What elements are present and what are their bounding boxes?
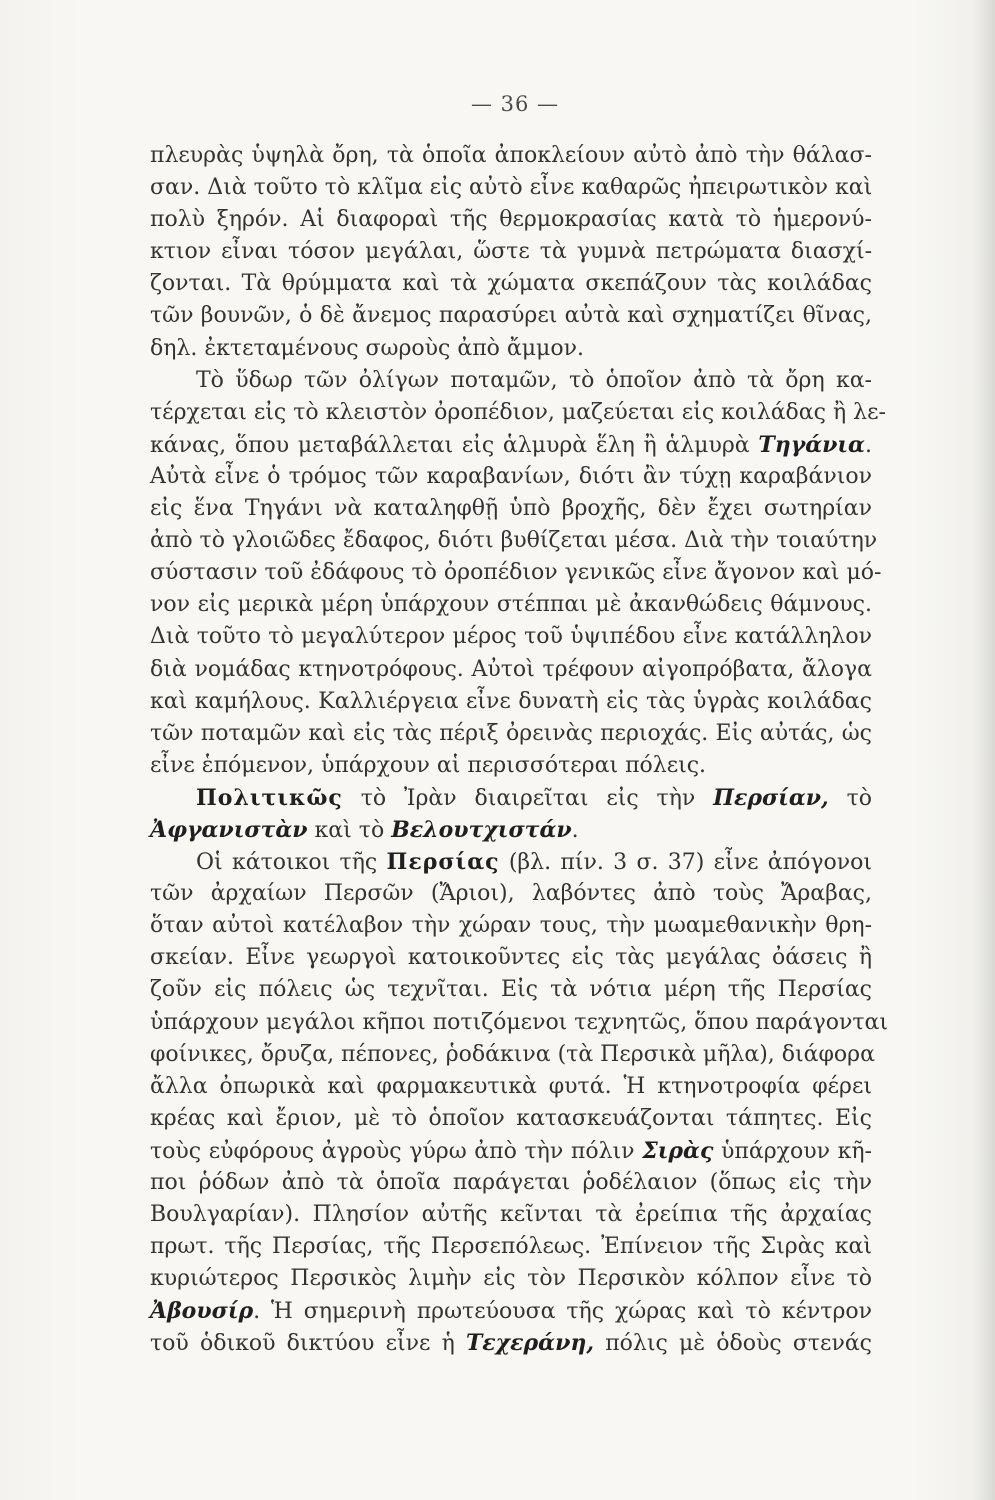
text-line: τέρχεται εἰς τὸ κλειστὸν ὀροπέδιον, μαζεύεται εἰς κοιλάδας ἢ λε- [150, 399, 886, 425]
text-line: νον εἰς μερικὰ μέρη ὑπάρχουν στέππαι μὲ ἀκανθώδεις θάμνους. [150, 592, 872, 618]
text-line: Διὰ τοῦτο τὸ μεγαλύτερον μέρος τοῦ ὑψιπέδου εἶνε κατάλληλον [150, 624, 872, 650]
paragraph-4 [150, 846, 889, 1360]
text-line: κυριώτερος Περσικὸς λιμὴν εἰς τὸν Περσικὸν κόλπον εἶνε τὸ [150, 1266, 872, 1292]
paragraph-2 [150, 365, 886, 782]
page-number: — 36 — [470, 92, 560, 116]
text-line: Πολιτικῶς τὸ Ἰρὰν διαιρεῖται εἰς τὴν Περσίαν, τὸ [196, 784, 872, 811]
text-line: φοίνικες, ὄρυζα, πέπονες, ῥοδάκινα (τὰ Περσικὰ μῆλα), διάφορα [150, 1041, 875, 1067]
term-tigania: Τηγάνια [758, 431, 865, 458]
text-line: ἄλλα ὀπωρικὰ καὶ φαρμακευτικὰ φυτά. Ἡ κτηνοτροφία φέρει [150, 1073, 872, 1099]
page-edge-shadow [973, 0, 995, 1500]
term-teherani: Τεχεράνη, [465, 1330, 595, 1357]
text-line: ἀπὸ τὸ γλοιῶδες ἔδαφος, διότι βυθίζεται μέσα. Διὰ τὴν τοιαύτην [150, 528, 878, 554]
term-persia: Περσίαν, [713, 784, 829, 811]
paragraph-3 [150, 782, 872, 846]
text-line: πρωτ. τῆς Περσίας, τῆς Περσεπόλεως. Ἐπίνειον τῆς Σιρὰς καὶ [150, 1234, 872, 1260]
term-afganistan: Ἀφγανιστὰν [150, 816, 308, 843]
text-line: ζονται. Τὰ θρύμματα καὶ τὰ χώματα σκεπάζουν τὰς κοιλάδας [150, 271, 872, 297]
text-line: ζοῦν εἰς πόλεις ὡς τεχνῖται. Εἰς τὰ νότια μέρη τῆς Περσίας [150, 977, 872, 1003]
text-line: σαν. Διὰ τοῦτο τὸ κλῖμα εἰς αὐτὸ εἶνε καθαρῶς ἠπειρωτικὸν καὶ [150, 175, 873, 201]
term-belouchistan: Βελουτχιστάν [391, 816, 572, 843]
text-line: Αὐτὰ εἶνε ὁ τρόμος τῶν καραβανίων, διότι ἂν τύχῃ καραβάνιον [150, 463, 872, 489]
term-persias: Περσίας [386, 849, 500, 876]
text-line: πλευρὰς ὑψηλὰ ὄρη, τὰ ὁποῖα ἀποκλείουν αὐτὸ ἀπὸ τὴν θάλασ- [150, 143, 872, 168]
term-politikos: Πολιτικῶς [196, 784, 343, 811]
text-line: εἰς ἕνα Τηγάνι νὰ καταληφθῇ ὑπὸ βροχῆς, δὲν ἔχει σωτηρίαν [150, 496, 872, 522]
text-line: τῶν ἀρχαίων Περσῶν (Ἄριοι), λαβόντες ἀπὸ τοὺς Ἄραβας, [150, 881, 872, 907]
text-line: κρέας καὶ ἔριον, μὲ τὸ ὁποῖον κατασκευάζονται τάπητες. Εἰς [150, 1105, 872, 1131]
paragraph-1 [150, 140, 872, 365]
text-line: ὅταν αὐτοὶ κατέλαβον τὴν χώραν τους, τὴν μωαμεθανικὴν θρη- [150, 913, 872, 939]
text-line: Ἀφγανιστὰν καὶ τὸ Βελουτχιστάν. [150, 816, 579, 843]
text-line: Ἀβουσίρ. Ἡ σημερινὴ πρωτεύουσα τῆς χώρας καὶ τὸ κέντρον [150, 1298, 872, 1325]
text-line: ποι ῥόδων ἀπὸ τὰ ὁποῖα παράγεται ῥοδέλαιον (ὅπως εἰς τὴν [150, 1170, 872, 1195]
text-line: καὶ καμήλους. Καλλιέργεια εἶνε δυνατὴ εἰς τὰς ὑγρὰς κοιλάδας [150, 688, 872, 714]
text-line: τῶν ποταμῶν καὶ εἰς τὰς πέριξ ὀρεινὰς περιοχάς. Εἰς αὐτάς, ὡς [150, 720, 872, 746]
text-line: Βουλγαρίαν). Πλησίον αὐτῆς κεῖνται τὰ ἐρείπια τῆς ἀρχαίας [150, 1202, 872, 1228]
text-line: πολὺ ξηρόν. Αἱ διαφοραὶ τῆς θερμοκρασίας κατὰ τὸ ἡμερονύ- [150, 207, 872, 233]
text-line: Οἱ κάτοικοι τῆς Περσίας (βλ. πίν. 3 σ. 37) εἶνε ἀπόγονοι [196, 849, 872, 876]
text-line: κτιον εἶναι τόσον μεγάλαι, ὥστε τὰ γυμνὰ πετρώματα διασχί- [150, 239, 872, 265]
text-line: ὑπάρχουν μεγάλοι κῆποι ποτιζόμενοι τεχνητῶς, ὅπου παράγονται [150, 1009, 889, 1035]
text-line: τῶν βουνῶν, ὁ δὲ ἄνεμος παρασύρει αὐτὰ καὶ σχηματίζει θῖνας, [150, 303, 872, 329]
text-line: διὰ νομάδας κτηνοτρόφους. Αὐτοὶ τρέφουν αἰγοπρόβατα, ἄλογα [150, 656, 872, 682]
text-line: τοὺς εὐφόρους ἀγροὺς γύρω ἀπὸ τὴν πόλιν Σιρὰς ὑπάρχουν κῆ- [150, 1137, 872, 1164]
text-line: Τὸ ὕδωρ τῶν ὀλίγων ποταμῶν, τὸ ὁποῖον ἀπὸ τὰ ὄρη κα- [196, 367, 872, 393]
text-line: τοῦ ὁδικοῦ δικτύου εἶνε ἡ Τεχεράνη, πόλις μὲ ὁδοὺς στενάς [150, 1330, 872, 1357]
text-line: κάνας, ὅπου μεταβάλλεται εἰς ἁλμυρὰ ἕλη ἢ ἁλμυρὰ Τηγάνια. [150, 431, 872, 458]
term-siras: Σιρὰς [642, 1137, 714, 1164]
text-line: εἶνε ἑπόμενον, ὑπάρχουν αἱ περισσότεραι πόλεις. [150, 752, 707, 778]
term-abousir: Ἀβουσίρ [150, 1298, 254, 1325]
text-line: σκείαν. Εἶνε γεωργοὶ κατοικοῦντες εἰς τὰς μεγάλας ὀάσεις ἢ [150, 945, 872, 971]
text-line: σύστασιν τοῦ ἐδάφους τὸ ὀροπέδιον γενικῶς εἶνε ἄγονον καὶ μό- [150, 560, 882, 586]
text-line: δηλ. ἐκτεταμένους σωροὺς ἀπὸ ἄμμον. [150, 335, 584, 361]
body-text [150, 140, 889, 1360]
